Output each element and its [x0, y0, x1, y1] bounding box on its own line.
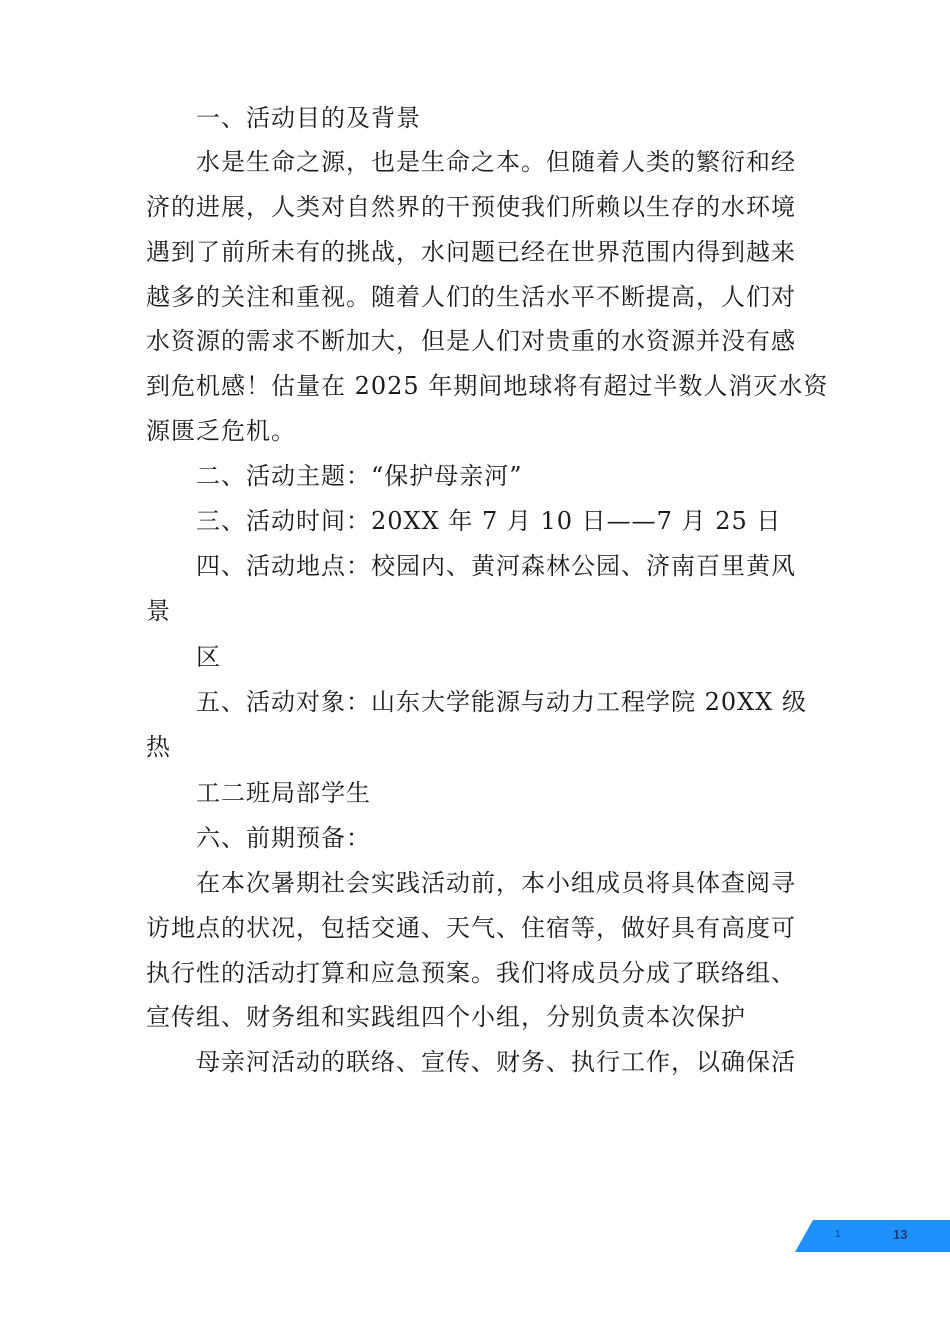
paragraph-line: 母亲河活动的联络、宣传、财务、执行工作，以确保活	[196, 1048, 796, 1076]
paragraph-line: 宣传组、财务组和实践组四个小组，分别负责本次保护	[146, 1003, 746, 1031]
paragraph-line: 执行性的活动打算和应急预案。我们将成员分成了联络组、	[146, 959, 796, 987]
heading-5: 五、活动对象：山东大学能源与动力工程学院 20XX 级	[196, 688, 807, 716]
paragraph-line: 区	[196, 643, 221, 671]
heading-3: 三、活动时间：20XX 年 7 月 10 日——7 月 25 日	[196, 507, 782, 535]
heading-6: 六、前期预备：	[196, 824, 371, 852]
paragraph-line: 济的进展，人类对自然界的干预使我们所赖以生存的水环境	[146, 193, 796, 221]
paragraph-line: 工二班局部学生	[196, 779, 371, 807]
paragraph-line: 源匮乏危机。	[146, 417, 296, 445]
paragraph-line: 热	[146, 733, 171, 761]
paragraph-line: 遇到了前所未有的挑战，水问题已经在世界范围内得到越来	[146, 238, 796, 266]
paragraph-line: 到危机感！估量在 2025 年期间地球将有超过半数人消灭水资	[146, 372, 829, 400]
paragraph-line: 景	[146, 597, 171, 625]
heading-1: 一、活动目的及背景	[196, 104, 421, 132]
paragraph-line: 访地点的状况，包括交通、天气、住宿等，做好具有高度可	[146, 914, 796, 942]
paragraph-line: 在本次暑期社会实践活动前，本小组成员将具体查阅寻	[196, 869, 796, 897]
page-number-footer	[795, 1220, 950, 1252]
page-current: 1	[835, 1229, 841, 1240]
heading-4: 四、活动地点：校园内、黄河森林公园、济南百里黄风	[196, 552, 796, 580]
page-total: 13	[893, 1227, 908, 1242]
heading-2: 二、活动主题：“保护母亲河”	[196, 462, 523, 490]
paragraph-line: 越多的关注和重视。随着人们的生活水平不断提高，人们对	[146, 283, 796, 311]
paragraph-line: 水是生命之源，也是生命之本。但随着人类的繁衍和经	[196, 148, 796, 176]
paragraph-line: 水资源的需求不断加大，但是人们对贵重的水资源并没有感	[146, 327, 796, 355]
footer-band-shape	[795, 1220, 950, 1252]
